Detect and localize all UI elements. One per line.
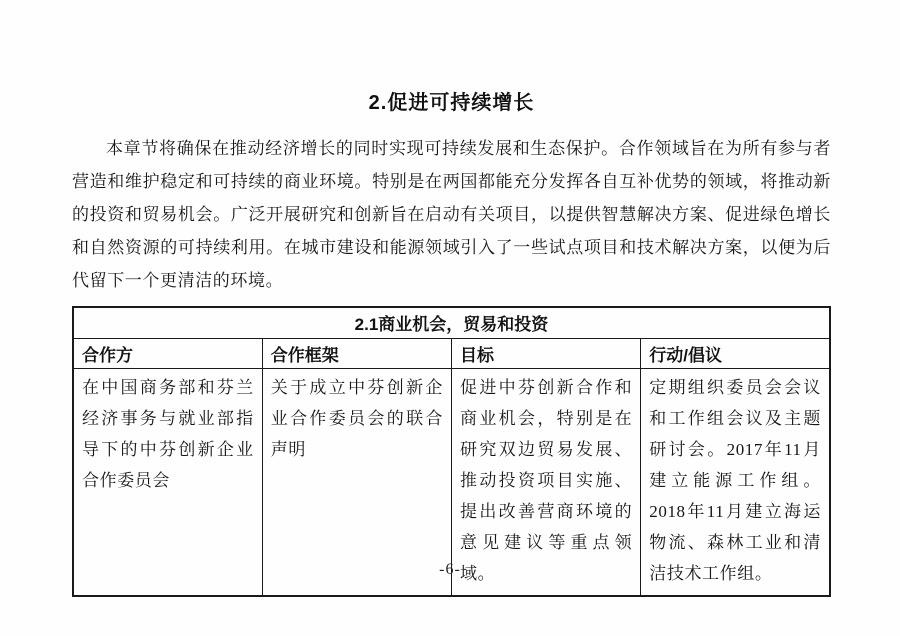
section-title: 2.促进可持续增长 [368, 92, 535, 114]
cell-action: 定期组织委员会会议和工作组会议及主题研讨会。2017年11月建立能源工作组。2018年11月建立海运物流、森林工业和清洁技术工作组。 [641, 368, 830, 596]
cell-goal: 促进中芬创新合作和商业机会，特别是在研究双边贸易发展、推动投资项目实施、提出改善营商环境的意见建议等重点领域。 [452, 368, 641, 596]
table-title-row [73, 307, 830, 338]
page-number: -6- [439, 561, 461, 578]
cell-partner: 在中国商务部和芬兰经济事务与就业部指导下的中芬创新企业合作委员会 [73, 368, 262, 596]
table-header-row [73, 338, 830, 368]
table-title: 2.1商业机会，贸易和投资 [73, 307, 830, 338]
cell-framework: 关于成立中芬创新企业合作委员会的联合声明 [262, 368, 451, 596]
business-cooperation-table [72, 306, 831, 597]
column-header-goal: 目标 [452, 338, 641, 368]
column-header-partner: 合作方 [73, 338, 262, 368]
column-header-action: 行动/倡议 [641, 338, 830, 368]
column-header-framework: 合作框架 [262, 338, 451, 368]
body-paragraph: 本章节将确保在推动经济增长的同时实现可持续发展和生态保护。合作领域旨在为所有参与者营造和维护稳定和可持续的商业环境。特别是在两国都能充分发挥各自互补优势的领域，将推动新的投资和贸易机会。广泛开展研究和创新旨在启动有关项目，以提供智慧解决方案、促进绿色增长和自然资源的可持续利用。在城市建设和能源领域引入了一些试点项目和技术解决方案，以便为后代留下一个更清洁的环境。 [72, 139, 831, 290]
